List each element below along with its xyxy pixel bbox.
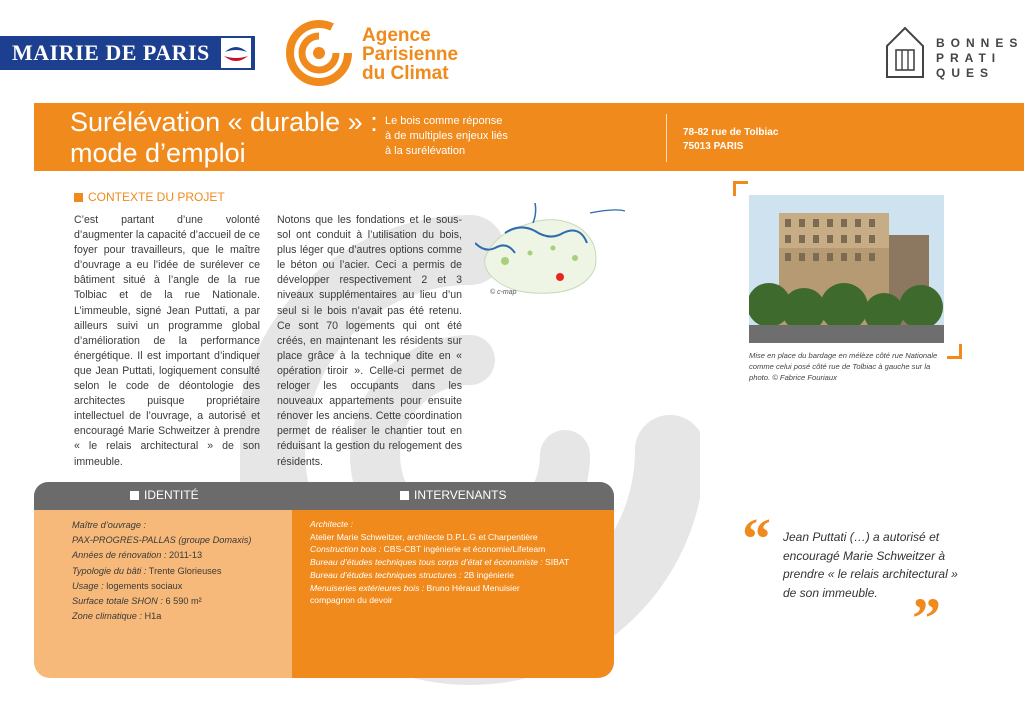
- apc-logo-icon: [284, 18, 354, 88]
- bonnes-pratiques-label: BONNES PRATI QUES: [936, 36, 1024, 80]
- intervenant-row: Bureau d’études techniques structures : 2B ingénierie: [310, 569, 514, 580]
- square-bullet-icon: [130, 491, 139, 500]
- identite-heading: IDENTITÉ: [130, 488, 199, 502]
- paris-location-map[interactable]: [475, 203, 625, 303]
- intervenants-heading: INTERVENANTS: [400, 488, 506, 502]
- mairie-de-paris-logo[interactable]: [0, 36, 255, 70]
- quote-close-icon: ”: [912, 586, 941, 651]
- intervenant-row: compagnon du devoir: [310, 595, 393, 606]
- project-address: 78-82 rue de Tolbiac 75013 PARIS: [683, 127, 779, 152]
- square-bullet-icon: [400, 491, 409, 500]
- identite-row: Maître d’ouvrage :: [72, 520, 147, 530]
- photo-frame-corner: [733, 181, 748, 196]
- band-divider: [666, 114, 667, 162]
- intervenants-list: [310, 518, 569, 607]
- context-column-1: C’est partant d’une volonté d’augmenter la capacité d’accueil de ce foyer pour travailleurs, que le maître d’ouvrage a eu l’idée de surélever ce bâtiment situé à l’angle de la rue Tolbiac et de la rue Nationale. L’immeuble, signé Jean Puttati, a par ailleurs suivi un programme global d’amélioration de la performance énergétique. Il est important d’indiquer que Jean Puttati, logiquement consulté selon le code de déontologie des architectes puisque propriétaire intellectuel de l’ouvrage, a autorisé et encouragé Marie Schweitzer à prendre « le relais architectural » de son immeuble.: [74, 214, 260, 468]
- intervenant-row: Bureau d’études techniques tous corps d’état et économiste : SIBAT: [310, 557, 570, 568]
- quote-open-icon: “: [742, 506, 771, 571]
- identite-row: Surface totale SHON : 6 590 m²: [72, 596, 202, 607]
- identite-row: Zone climatique : H1a: [72, 611, 162, 622]
- identite-row: PAX-PROGRES-PALLAS (groupe Domaxis): [72, 535, 252, 546]
- intervenant-row: Atelier Marie Schweitzer, architecte D.P.L.G et Charpentière: [310, 531, 538, 542]
- building-photo: [749, 195, 944, 343]
- photo-frame-corner: [947, 344, 962, 359]
- paris-ship-icon: [221, 38, 251, 68]
- apc-name: Agence Parisienne du Climat: [362, 25, 459, 84]
- square-bullet-icon: [74, 193, 83, 202]
- location-marker: [556, 273, 564, 281]
- mairie-label: MAIRIE DE PARIS: [12, 40, 210, 65]
- info-header-bar: [34, 482, 614, 510]
- intervenant-row: Construction bois : CBS-CBT ingénierie et économie/Lifeteam: [310, 544, 546, 555]
- identite-row: Années de rénovation : 2011-13: [72, 550, 203, 561]
- page-subtitle: Le bois comme réponse à de multiples enjeux liés à la surélévation: [385, 115, 508, 157]
- context-column-2: Notons que les fondations et le sous-sol ont conduit à l’utilisation du bois, plus léger que d’autres options comme le béton ou l’acier. Ceci a permis de développer respectivement 2 et 3 niveaux supplémentaires au lieu d’un seul si le bois n’avait pas été retenu. Ce sont 70 logements qui ont été créés, en maintenant les résidents sur place grâce à la technique dite en « opération tiroir ». Celle-ci permet de reloger les occupants dans les nouveaux appartements pour ensuite rénover les anciens. Cette coordination permet de réaliser le chantier tout en réduisant la gestion du relogement des résidents.: [277, 214, 462, 468]
- intervenant-row: Architecte :: [310, 519, 353, 529]
- map-credit: © c-map: [490, 289, 517, 296]
- identite-row: Usage : logements sociaux: [72, 580, 183, 591]
- bonnes-pratiques-house-icon: [884, 24, 926, 80]
- photo-caption: Mise en place du bardage en mélèze côté rue Nationale comme celui posé côté rue de Tolbiac à gauche sur la photo. © Fabrice Fouriaux: [749, 351, 938, 382]
- identite-row: Typologie du bâti : Trente Glorieuses: [72, 565, 222, 576]
- page-title: Surélévation « durable » : mode d’emploi: [70, 107, 378, 168]
- context-heading: CONTEXTE DU PROJET: [74, 190, 225, 204]
- intervenant-row: Menuiseries extérieures bois : Bruno Héraud Menuisier: [310, 582, 520, 593]
- identite-list: [72, 518, 251, 624]
- pull-quote: Jean Puttati (…) a autorisé et encouragé Marie Schweitzer à prendre « le relais architectural » de son immeuble.: [783, 530, 958, 600]
